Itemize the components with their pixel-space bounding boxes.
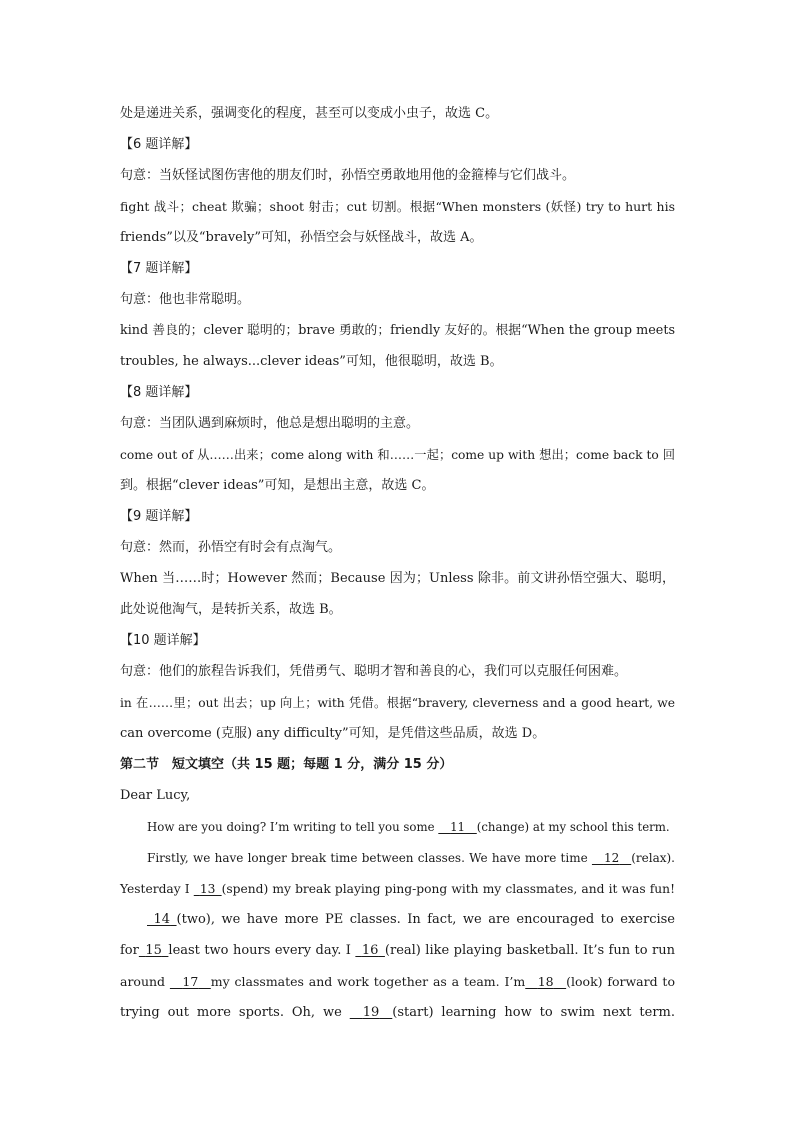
text-line: can overcome (克服) any difficulty”可知，是凭借这些品质，故选 D。 <box>120 726 546 741</box>
passage-text: trying out more sports. Oh, we <box>120 1005 350 1020</box>
passage-line <box>147 848 675 868</box>
text-line: When 当……时；However 然而；Because 因为；Unless 除非。前文讲孙悟空强大、聪明， <box>120 571 675 586</box>
passage-text: (spend) my break playing ping-pong with my classmates, and it was fun! <box>221 882 675 896</box>
blank-13[interactable] <box>194 879 222 899</box>
sentence-meaning: 句意：他也非常聪明。 <box>120 292 251 307</box>
passage-line <box>120 941 675 961</box>
text-line: troubles, he always...clever ideas”可知，他很聪明，故选 B。 <box>120 354 503 369</box>
passage-line <box>120 1003 675 1023</box>
blank-number: 11 <box>450 820 466 834</box>
blank-number: 19 <box>362 1005 380 1020</box>
sentence-meaning: 句意：当团队遇到麻烦时，他总是想出聪明的主意。 <box>120 416 420 431</box>
question-heading-6: 【6 题详解】 <box>120 137 198 152</box>
passage-text: my classmates and work together as a team. I’m <box>210 974 526 989</box>
blank-number: 17 <box>182 974 199 989</box>
blank-number: 12 <box>603 851 620 865</box>
blank-number: 15 <box>145 943 162 958</box>
passage-line <box>147 817 675 837</box>
question-heading-7: 【7 题详解】 <box>120 261 198 276</box>
passage-text: (look) forward to <box>566 974 675 989</box>
passage-text: How are you doing? I’m writing to tell you some <box>147 820 439 834</box>
passage-text: Firstly, we have longer break time between classes. We have more time <box>147 851 592 865</box>
passage-text: least two hours every day. I <box>168 943 356 958</box>
text-line: fight 战斗；cheat 欺骗；shoot 射击；cut 切割。根据“When monsters (妖怪) try to hurt his <box>120 199 675 214</box>
passage-line <box>120 879 675 899</box>
passage-text: around <box>120 974 170 989</box>
passage-text: (real) like playing basketball. It’s fun to run <box>384 943 675 958</box>
blank-number: 18 <box>537 974 554 989</box>
blank-number: 13 <box>199 882 216 896</box>
passage-text: (start) learning how to swim next term. <box>392 1005 675 1020</box>
text-line: friends”以及“bravely”可知，孙悟空会与妖怪战斗，故选 A。 <box>120 230 483 245</box>
section-title: 第二节 短文填空（共 15 题；每题 1 分，满分 15 分） <box>120 757 453 772</box>
passage-text: (two), we have more PE classes. In fact, we are encouraged to exercise <box>176 912 675 927</box>
passage-line <box>147 910 675 930</box>
blank-17[interactable] <box>170 972 211 992</box>
passage-text: Yesterday I <box>120 882 194 896</box>
letter-salutation: Dear Lucy, <box>120 788 191 803</box>
blank-16[interactable] <box>355 941 385 961</box>
blank-15[interactable] <box>139 941 169 961</box>
text-line: 此处说他淘气，是转折关系，故选 B。 <box>120 602 342 617</box>
blank-18[interactable] <box>525 972 566 992</box>
sentence-meaning: 句意：他们的旅程告诉我们，凭借勇气、聪明才智和善良的心，我们可以克服任何困难。 <box>120 664 628 679</box>
sentence-meaning: 句意：然而，孙悟空有时会有点淘气。 <box>120 540 342 555</box>
text-line: come out of 从……出来；come along with 和……一起；come up with 想出；come back to 回 <box>120 448 675 462</box>
text-line: kind 善良的；clever 聪明的；brave 勇敢的；friendly 友好的。根据“When the group meets <box>120 323 675 338</box>
question-heading-9: 【9 题详解】 <box>120 509 198 524</box>
blank-19[interactable] <box>350 1003 393 1023</box>
sentence-meaning: 句意：当妖怪试图伤害他的朋友们时，孙悟空勇敢地用他的金箍棒与它们战斗。 <box>120 168 576 183</box>
text-line: in 在……里；out 出去；up 向上；with 凭借。根据“bravery, cleverness and a good heart, we <box>120 696 675 710</box>
blank-11[interactable] <box>438 817 476 837</box>
passage-text: (change) at my school this term. <box>476 820 670 834</box>
blank-14[interactable] <box>147 910 177 930</box>
passage-line <box>120 972 675 992</box>
blank-number: 14 <box>153 912 171 927</box>
passage-text: for <box>120 943 139 958</box>
text-line: 到。根据“clever ideas”可知，是想出主意，故选 C。 <box>120 478 435 493</box>
blank-number: 16 <box>361 943 379 958</box>
question-heading-10: 【10 题详解】 <box>120 633 206 648</box>
blank-12[interactable] <box>592 848 631 868</box>
passage-text: (relax). <box>631 851 675 865</box>
text-line: 处是递进关系，强调变化的程度，甚至可以变成小虫子，故选 C。 <box>120 106 499 121</box>
question-heading-8: 【8 题详解】 <box>120 385 198 400</box>
